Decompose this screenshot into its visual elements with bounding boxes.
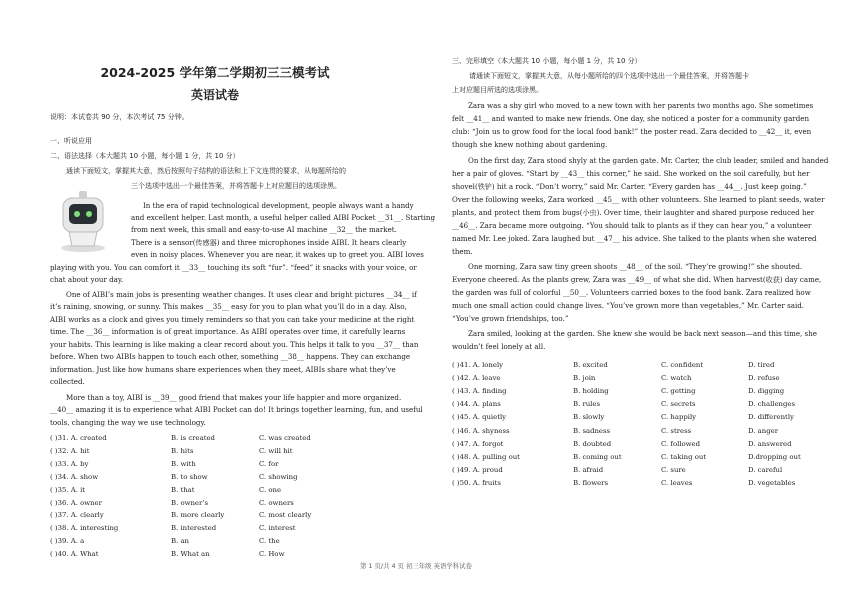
passage-line: One of AIBI’s main jobs is presenting weather changes. It uses clear and bright pictures __34__ if bbox=[66, 290, 417, 299]
passage-line: her a pair of gloves. “Start by __43__ this corner,” he said. She worked on the soil carefully, but her bbox=[452, 169, 810, 178]
passage-line: tools, changing the way we use technology. bbox=[50, 418, 206, 427]
option-48-B: B. coming out bbox=[573, 452, 622, 461]
passage-line: from next week, this small and easy-to-use AI machine __32__ the market. bbox=[131, 225, 397, 234]
option-43-B: B. holding bbox=[573, 387, 609, 396]
option-47-C: C. followed bbox=[661, 439, 701, 448]
passage-line: even in noisy places. Whenever you are near, it wakes up to greet you. AIBI loves bbox=[131, 250, 424, 259]
passage-line: Zara smiled, looking at the garden. She knew she would be back next season—and this time, she bbox=[468, 329, 817, 338]
option-35-C: C. one bbox=[259, 485, 282, 494]
passage-line: Everyone cheered. As the plants grew, Zara was __49__ of what she did. When harvest(收获) day came, bbox=[452, 275, 822, 284]
option-37-C: C. most clearly bbox=[259, 511, 312, 520]
option-47-D: D. answered bbox=[748, 439, 792, 448]
option-34-C: C. showing bbox=[259, 472, 298, 481]
option-36-C: C. owners bbox=[259, 498, 294, 507]
passage-line: your habits. This learning is like making a clear record about you. This helps it talk to you __37__ than bbox=[50, 340, 419, 349]
option-33-B: B. with bbox=[171, 459, 196, 468]
option-46-C: C. stress bbox=[661, 426, 692, 435]
option-49-A: ( )49. A. proud bbox=[452, 465, 503, 474]
passage-line: time. The __36__ information is of great importance. As AIBI operates over time, it carefully learns bbox=[50, 327, 406, 336]
option-45-D: D. differently bbox=[748, 413, 794, 422]
passage-line: club: “Join us to grow food for the local food bank!” the poster read. Zara decided to __42__ it, even bbox=[452, 127, 812, 136]
option-49-C: C. sure bbox=[661, 465, 686, 474]
option-48-A: ( )48. A. pulling out bbox=[452, 452, 520, 461]
option-46-D: D. anger bbox=[748, 426, 778, 435]
option-49-B: B. afraid bbox=[573, 465, 604, 474]
option-44-B: B. rules bbox=[573, 400, 600, 409]
option-40-B: B. What an bbox=[171, 550, 210, 559]
option-39-C: C. the bbox=[259, 537, 280, 546]
passage-line: Over the following weeks, Zara worked __45__ with other volunteers. She learned to plant seeds, water bbox=[452, 195, 825, 204]
passage-line: before. When two AIBIs happen to touch each other, something __38__ happens. They can exchange bbox=[50, 352, 411, 361]
option-43-C: C. getting bbox=[661, 387, 696, 396]
option-45-B: B. slowly bbox=[573, 413, 605, 422]
option-32-B: B. hits bbox=[171, 446, 194, 455]
passage-line: shovel(铁铲) hit a rock. “Don’t worry,” said Mr. Carter. “Every garden has __44__. Just keep going.” bbox=[452, 182, 807, 191]
option-40-A: ( )40. A. What bbox=[50, 550, 99, 559]
grammar-instructions-1: 通读下面短文，掌握其大意，然后按照句子结构的语法和上下文连贯的要求，从每题所给的 bbox=[66, 167, 346, 175]
exam-note: 说明：本试卷共 90 分，本次考试 75 分钟。 bbox=[50, 113, 189, 121]
passage-line: __40__ amazing it is to experience what AIBI Pocket can do! It brings together learning, fun, and useful bbox=[50, 405, 423, 414]
option-43-A: ( )43. A. finding bbox=[452, 387, 507, 396]
option-34-B: B. to show bbox=[171, 472, 208, 481]
option-31-C: C. was created bbox=[259, 434, 311, 442]
passage-line: AIBI works as a clock and gives you timely reminders so that you can take your medicine at the right bbox=[50, 315, 415, 324]
option-45-A: ( )45. A. quietly bbox=[452, 413, 507, 422]
page-footer: 第 1 页/共 4 页 初三年级 英语学科试卷 bbox=[360, 562, 472, 570]
passage-line: “You’ve grown friendships, too.” bbox=[452, 314, 569, 323]
option-49-D: D. careful bbox=[748, 465, 783, 474]
cloze-instructions-1: 请通读下面短文，掌握其大意，从每小题所给的四个选项中选出一个最佳答案，并将答题卡 bbox=[469, 72, 749, 80]
passage-line: There is a sensor(传感器) and three microphones inside AIBI. It hears clearly bbox=[131, 238, 407, 247]
option-32-C: C. will hit bbox=[259, 446, 293, 455]
section-listening-heading: 一、听说应用 bbox=[50, 137, 92, 145]
option-50-D: D. vegetables bbox=[748, 478, 796, 487]
passage-line: them. bbox=[452, 247, 473, 256]
passage-line: the garden was full of colorful __50__. Volunteers carried boxes to the food bank. Zara realized how bbox=[452, 288, 811, 297]
subject-title: 英语试卷 bbox=[190, 88, 239, 102]
option-33-A: ( )33. A. by bbox=[50, 459, 89, 468]
option-36-B: B. owner’s bbox=[171, 498, 209, 507]
passage-line: felt __41__ and wanted to make new friends. One day, she noticed a poster for a community garden bbox=[452, 114, 810, 123]
option-42-B: B. join bbox=[573, 374, 596, 383]
option-38-B: B. interested bbox=[171, 524, 217, 533]
option-41-A: ( )41. A. lonely bbox=[452, 361, 504, 369]
section-grammar-heading: 二、语法选择（本大题共 10 小题，每小题 1 分，共 10 分） bbox=[50, 152, 240, 160]
robot-illustration bbox=[52, 188, 114, 254]
option-37-B: B. more clearly bbox=[171, 511, 225, 520]
passage-line: __46__. Zara became more outgoing. “You should talk to plants as if they can hear you,” a volunteer bbox=[452, 221, 812, 230]
passage-line: playing with you. You can comfort it __33__ touching its soft “fur”. “feed” it snacks with your voice, or bbox=[50, 263, 417, 272]
passage-line: collected. bbox=[50, 377, 85, 386]
page-title: 2024-2025 学年第二学期初三三模考试 bbox=[100, 65, 330, 80]
passage-line: information. Just like how humans share experiences when they meet, AIBIs share what they’ve bbox=[50, 365, 396, 374]
option-31-A: ( )31. A. created bbox=[50, 434, 107, 442]
passage-line: chat about your day. bbox=[50, 275, 124, 284]
option-42-D: D. refuse bbox=[748, 374, 780, 383]
option-44-C: C. secrets bbox=[661, 400, 696, 409]
option-38-C: C. interest bbox=[259, 524, 296, 533]
passage-line: More than a toy, AIBI is __39__ good friend that makes your life happier and more organized. bbox=[66, 393, 402, 402]
option-40-C: C. How bbox=[259, 550, 285, 559]
option-35-B: B. that bbox=[171, 485, 195, 494]
option-34-A: ( )34. A. show bbox=[50, 472, 99, 481]
option-47-B: B. doubted bbox=[573, 439, 612, 448]
option-38-A: ( )38. A. interesting bbox=[50, 524, 119, 533]
option-39-B: B. an bbox=[171, 537, 189, 546]
passage-line: wouldn’t feel lonely at all. bbox=[452, 342, 546, 351]
passage-line: Zara was a shy girl who moved to a new town with her parents two months ago. She sometimes bbox=[468, 101, 814, 110]
section-cloze-heading: 三、完形填空（本大题共 10 小题，每小题 1 分，共 10 分） bbox=[452, 57, 642, 65]
option-37-A: ( )37. A. clearly bbox=[50, 511, 104, 520]
passage-line: One morning, Zara saw tiny green shoots __48__ of the soil. “They’re growing!” she shouted. bbox=[468, 262, 803, 271]
option-35-A: ( )35. A. it bbox=[50, 485, 86, 494]
option-47-A: ( )47. A. forgot bbox=[452, 439, 504, 448]
passage-line: plants, and protect them from bugs(小虫). Over time, their laughter and shared purpose reduced her bbox=[452, 208, 815, 217]
option-43-D: D. digging bbox=[748, 387, 785, 396]
option-48-D: D.dropping out bbox=[748, 452, 801, 461]
option-44-D: D. challenges bbox=[748, 400, 796, 409]
option-42-C: C. watch bbox=[661, 374, 692, 383]
option-39-A: ( )39. A. a bbox=[50, 537, 85, 546]
option-46-B: B. sadness bbox=[573, 426, 611, 435]
passage-line: On the first day, Zara stood shyly at the garden gate. Mr. Carter, the club leader, smiled and handed bbox=[468, 156, 829, 165]
option-33-C: C. for bbox=[259, 459, 279, 468]
option-31-B: B. is created bbox=[171, 434, 215, 442]
option-41-D: D. tired bbox=[748, 361, 775, 369]
grammar-instructions-2: 三个选项中选出一个最佳答案，并将答题卡上对应题目的选项涂黑。 bbox=[131, 182, 341, 190]
option-48-C: C. taking out bbox=[661, 452, 707, 461]
option-32-A: ( )32. A. hit bbox=[50, 446, 90, 455]
option-50-C: C. leaves bbox=[661, 478, 693, 487]
passage-line: In the era of rapid technological development, people always want a handy bbox=[143, 201, 414, 210]
option-46-A: ( )46. A. shyness bbox=[452, 426, 510, 435]
option-41-B: B. excited bbox=[573, 361, 608, 369]
passage-line: it’s raining, snowing, or sunny. This makes __35__ easy for you to plan what you’ll do in a day. Also, bbox=[50, 302, 407, 311]
option-41-C: C. confident bbox=[661, 361, 704, 369]
option-42-A: ( )42. A. leave bbox=[452, 374, 501, 383]
passage-line: much one small action could change lives. “You’ve grown more than vegetables,” Mr. Carter said. bbox=[452, 301, 805, 310]
option-50-B: B. flowers bbox=[573, 478, 608, 487]
cloze-instructions-2: 上对应题目所选的选项涂黑。 bbox=[452, 86, 543, 94]
option-36-A: ( )36. A. owner bbox=[50, 498, 102, 507]
passage-line: and excellent helper. Last month, a useful helper called AIBI Pocket __31__. Starting bbox=[131, 213, 436, 222]
passage-line: named Mr. Lee joked. Zara laughed but __47__ his advice. She talked to the plants when she watered bbox=[452, 234, 817, 243]
option-45-C: C. happily bbox=[661, 413, 697, 422]
passage-line: though she knew nothing about gardening. bbox=[452, 140, 608, 149]
option-50-A: ( )50. A. fruits bbox=[452, 478, 501, 487]
option-44-A: ( )44. A. plans bbox=[452, 400, 501, 409]
